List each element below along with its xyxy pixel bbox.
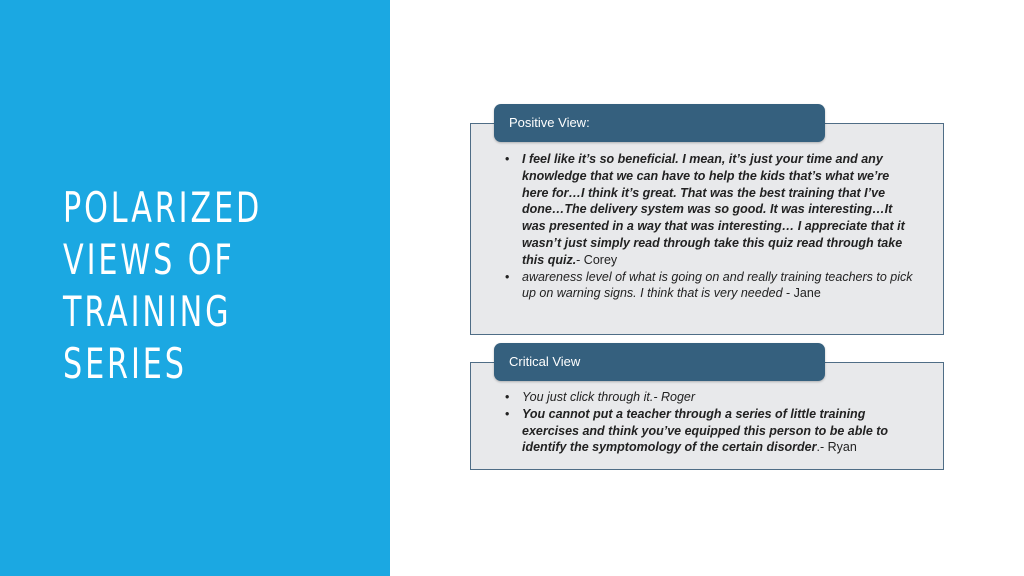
positive-view-label: Positive View: <box>494 104 825 142</box>
critical-view-label: Critical View <box>494 343 825 381</box>
quote-author: - Roger <box>653 390 696 404</box>
quote-author: - Corey <box>576 252 618 267</box>
list-item <box>505 269 915 303</box>
quote-text: You cannot put a teacher through a series of little training exercises and think you’ve equipped this person to be able to identify the symptomology of the certain disorder <box>522 406 889 455</box>
title-line: TRAINING <box>63 287 232 336</box>
title-line: VIEWS OF <box>63 235 235 284</box>
title-line: POLARIZED <box>63 183 263 232</box>
list-item <box>505 151 915 269</box>
bullet-icon: • <box>505 269 510 284</box>
positive-view-list <box>505 151 915 302</box>
quote-text: awareness level of what is going on and really training teachers to pick up on warning signs. I think that is very needed <box>522 269 913 301</box>
quote-text: I feel like it’s so beneficial. I mean, it’s just your time and any knowledge that we can have to help the kids that’s what we’re here for…I think it’s great. That was the best training that I’ve done…The delivery system was so good. It was interesting…It was presented in a way that was interesting… I appreciate that it wasn’t just simply read through take this quiz read through take this quiz. <box>522 152 905 267</box>
bullet-icon: • <box>505 152 510 166</box>
quote-text: You just click through it. <box>522 390 654 404</box>
title-line: SERIES <box>63 339 187 388</box>
bullet-icon: • <box>505 406 510 421</box>
quote-author: .- Ryan <box>816 440 857 455</box>
quote-author: - Jane <box>782 286 821 301</box>
slide-title <box>63 182 286 390</box>
bullet-icon: • <box>505 390 510 404</box>
critical-view-list <box>505 389 915 456</box>
list-item <box>505 389 915 406</box>
list-item <box>505 406 915 456</box>
